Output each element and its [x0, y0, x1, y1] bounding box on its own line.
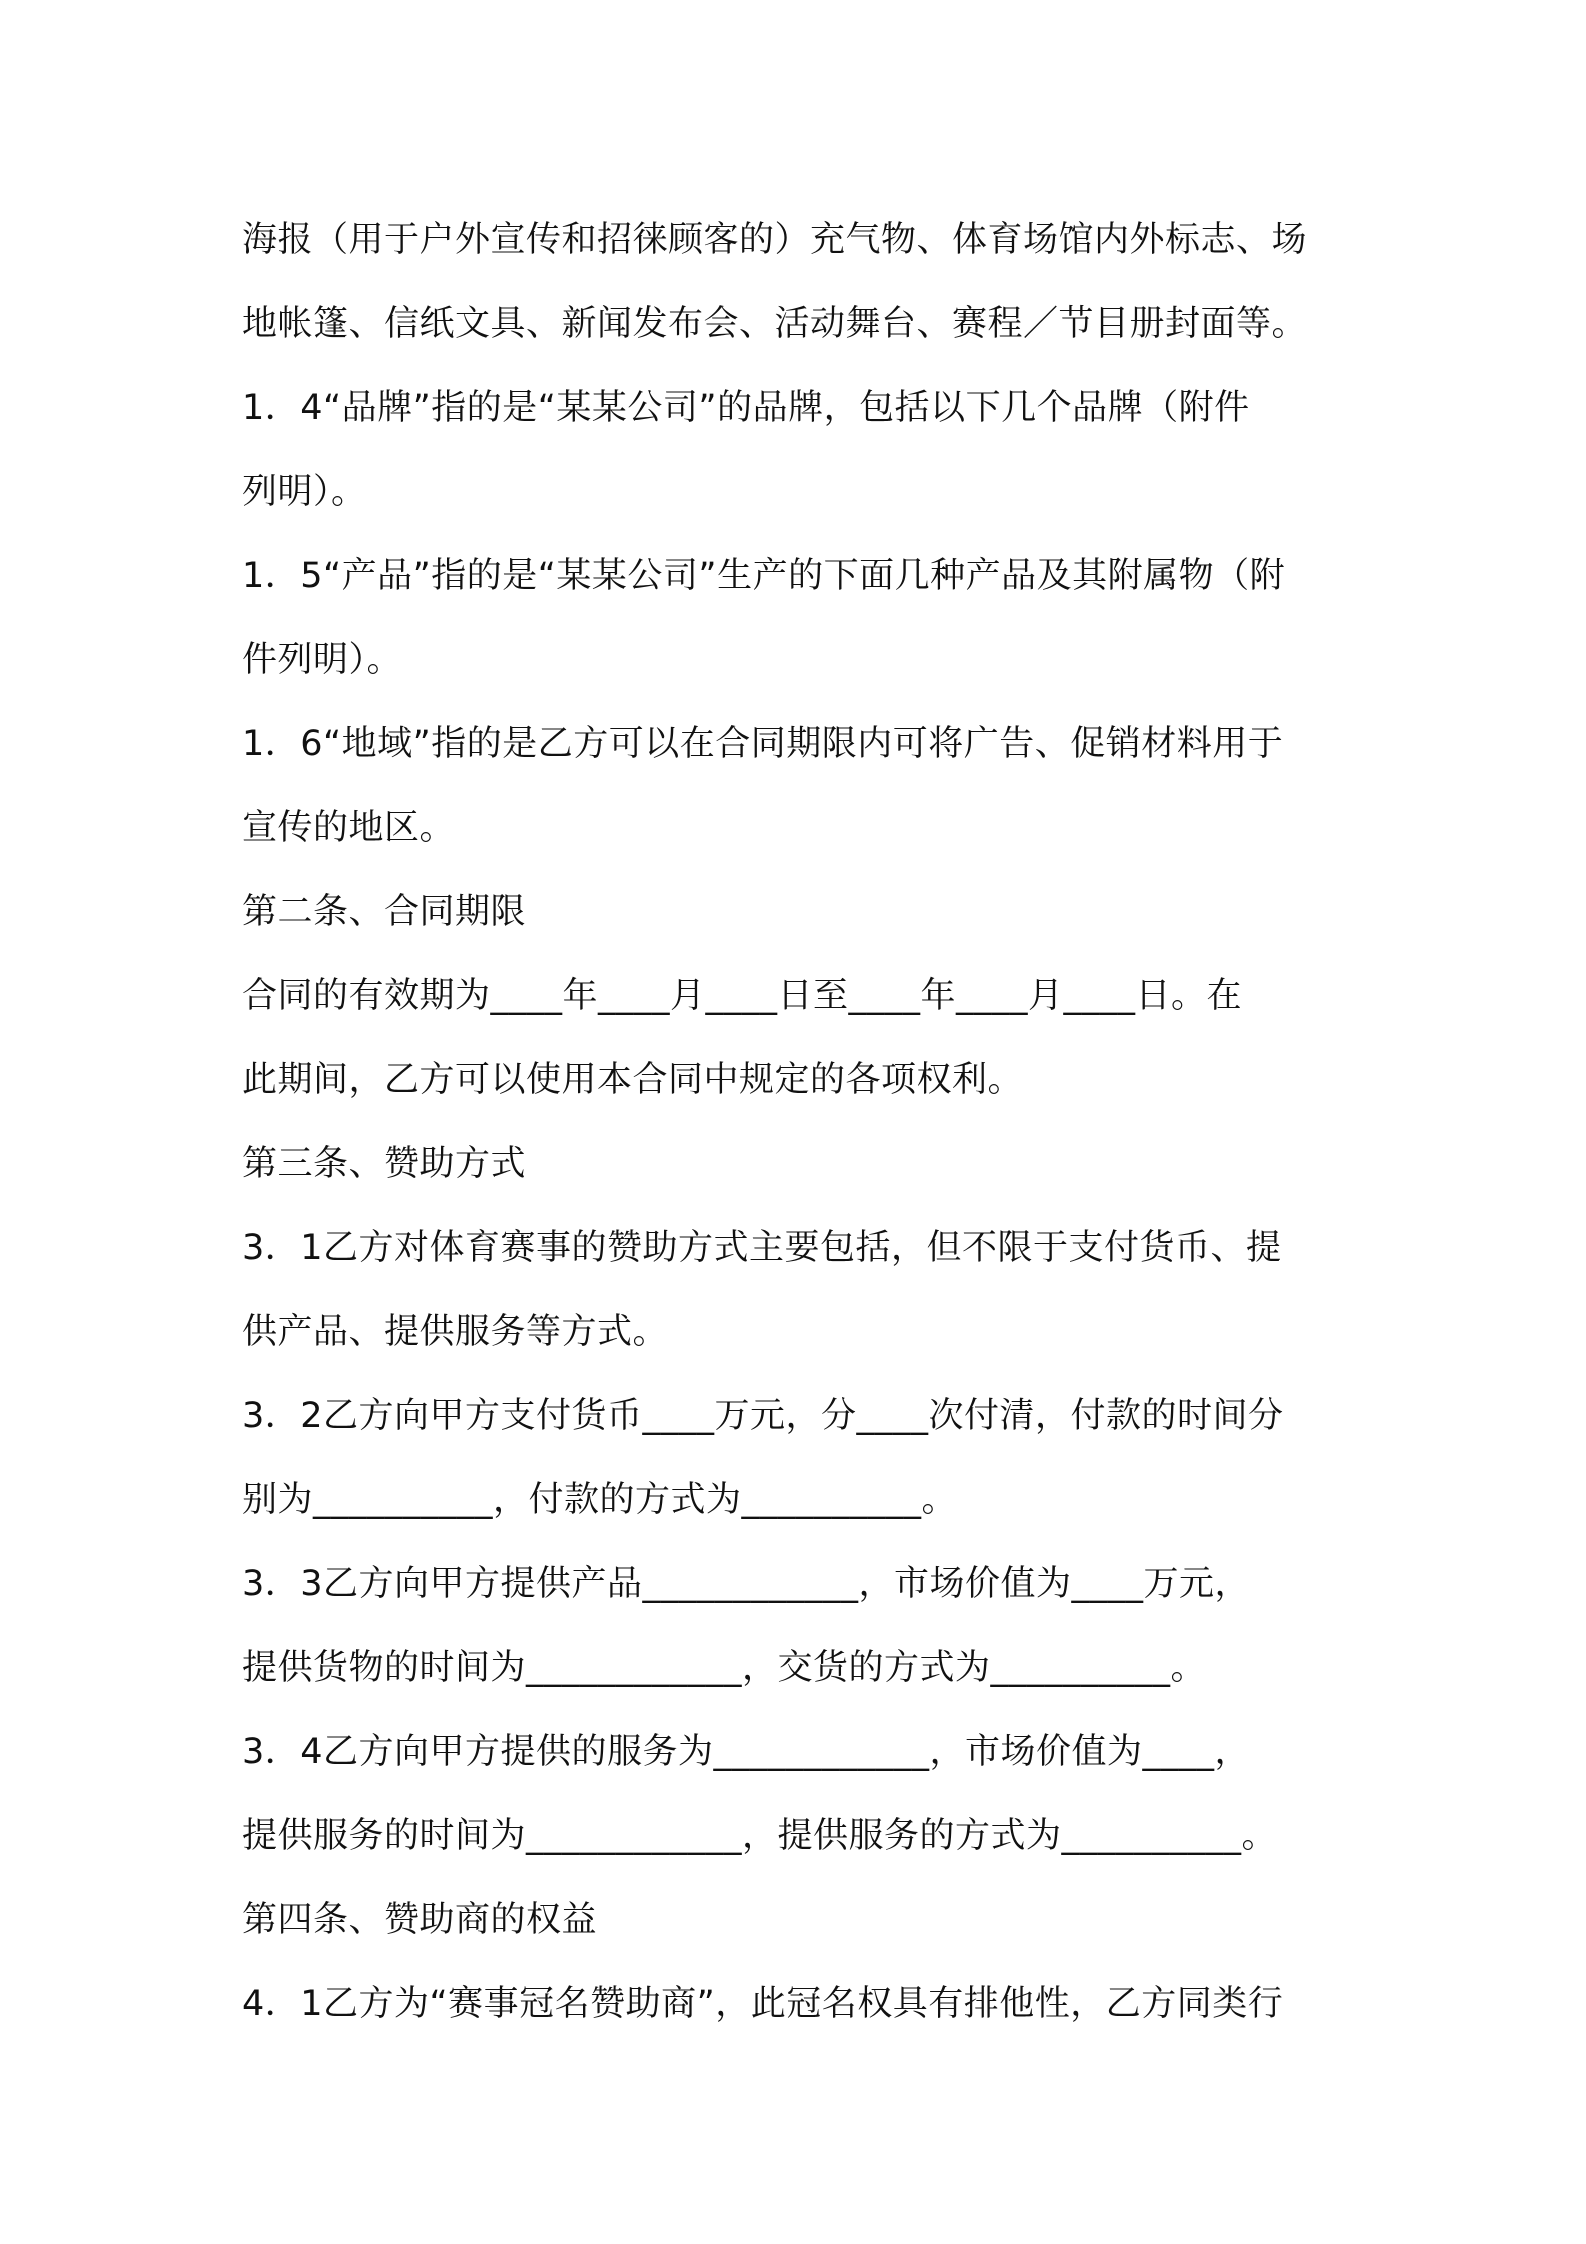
text-line: 海报（用于户外宣传和招徕顾客的）充气物、体育场馆内外标志、场: [242, 220, 1308, 260]
text-line: 提供货物的时间为____________，交货的方式为__________。: [242, 1648, 1207, 1688]
text-line: 供产品、提供服务等方式。: [242, 1312, 669, 1352]
text-line: 合同的有效期为____年____月____日至____年____月____日。在: [242, 976, 1243, 1016]
text-line: 件列明）。: [242, 640, 403, 680]
clause-3-4: 3．4乙方向甲方提供的服务为____________，市场价值为____，: [242, 1732, 1251, 1772]
text-line: 此期间，乙方可以使用本合同中规定的各项权利。: [242, 1060, 1024, 1100]
clause-3-3: 3．3乙方向甲方提供产品____________，市场价值为____万元，: [242, 1564, 1251, 1604]
clause-1-6: 1．6“地域”指的是乙方可以在合同期限内可将广告、促销材料用于: [242, 724, 1284, 764]
text-line: 提供服务的时间为____________，提供服务的方式为__________。: [242, 1816, 1278, 1856]
text-line: 地帐篷、信纸文具、新闻发布会、活动舞台、赛程／节目册封面等。: [242, 304, 1308, 344]
clause-3-2: 3．2乙方向甲方支付货币____万元，分____次付清，付款的时间分: [242, 1396, 1284, 1436]
text-line: 宣传的地区。: [242, 808, 456, 848]
article-4-heading: 第四条、赞助商的权益: [242, 1900, 598, 1940]
article-2-heading: 第二条、合同期限: [242, 892, 527, 932]
text-line: 别为__________，付款的方式为__________。: [242, 1480, 958, 1520]
clause-1-5: 1．5“产品”指的是“某某公司”生产的下面几种产品及其附属物（附: [242, 556, 1286, 596]
contract-text: [242, 198, 1362, 2046]
clause-1-4: 1．4“品牌”指的是“某某公司”的品牌，包括以下几个品牌（附件: [242, 388, 1250, 428]
clause-4-1: 4．1乙方为“赛事冠名赞助商”，此冠名权具有排他性，乙方同类行: [242, 1984, 1284, 2024]
clause-3-1: 3．1乙方对体育赛事的赞助方式主要包括，但不限于支付货币、提: [242, 1228, 1282, 1268]
text-line: 列明）。: [242, 472, 367, 512]
article-3-heading: 第三条、赞助方式: [242, 1144, 527, 1184]
